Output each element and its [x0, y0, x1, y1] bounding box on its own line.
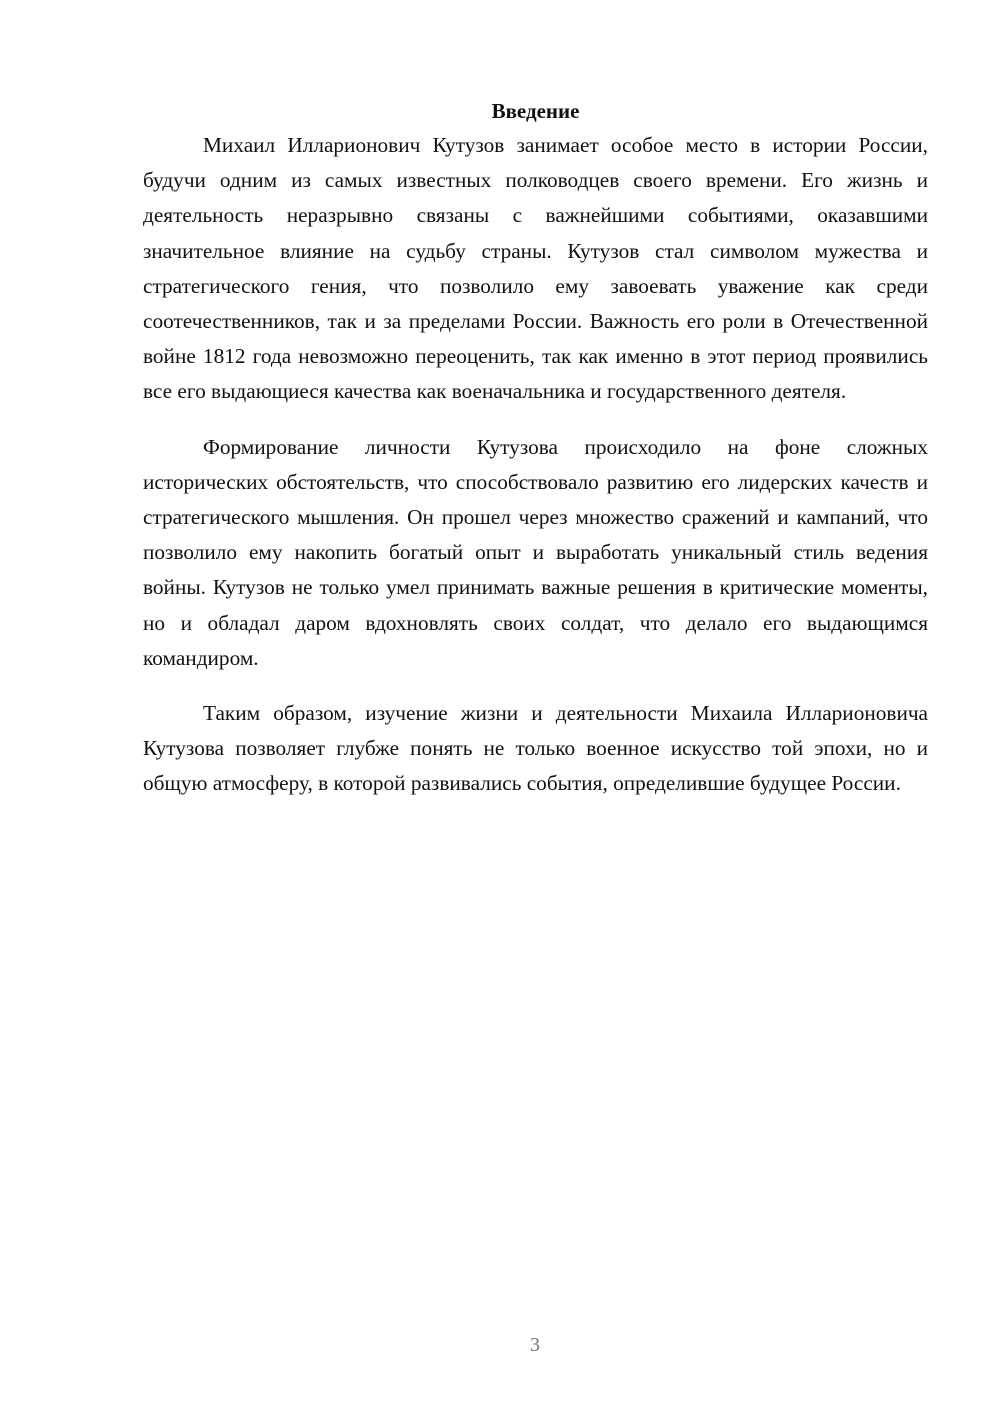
- section-heading: Введение: [491, 99, 580, 123]
- paragraph-2: Формирование личности Кутузова происходило на фоне сложных исторических обстоятельств, что способствовало развитию его лидерских качеств и стратегического мышления. Он прошел через множество сражений и кампаний, что позволило ему накопить богатый опыт и выработать уникальный стиль ведения войны. Кутузов не только умел принимать важные решения в критические моменты, но и обладал даром вдохновлять своих солдат, что делало его выдающимся командиром.: [143, 434, 928, 670]
- page-content: [143, 96, 928, 802]
- page-number: 3: [530, 1334, 540, 1356]
- paragraph-3: Таким образом, изучение жизни и деятельности Михаила Илларионовича Кутузова позволяет глубже понять не только военное искусство той эпохи, но и общую атмосферу, в которой развивались события, определившие будущее России.: [143, 701, 928, 796]
- paragraph-1: Михаил Илларионович Кутузов занимает особое место в истории России, будучи одним из самых известных полководцев своего времени. Его жизнь и деятельность неразрывно связаны с важнейшими событиями, оказавшими значительное влияние на судьбу страны. Кутузов стал символом мужества и стратегического гения, что позволило ему завоевать уважение как среди соотечественников, так и за пределами России. Важность его роли в Отечественной войне 1812 года невозможно переоценить, так как именно в этот период проявились все его выдающиеся качества как военачальника и государственного деятеля.: [143, 133, 928, 404]
